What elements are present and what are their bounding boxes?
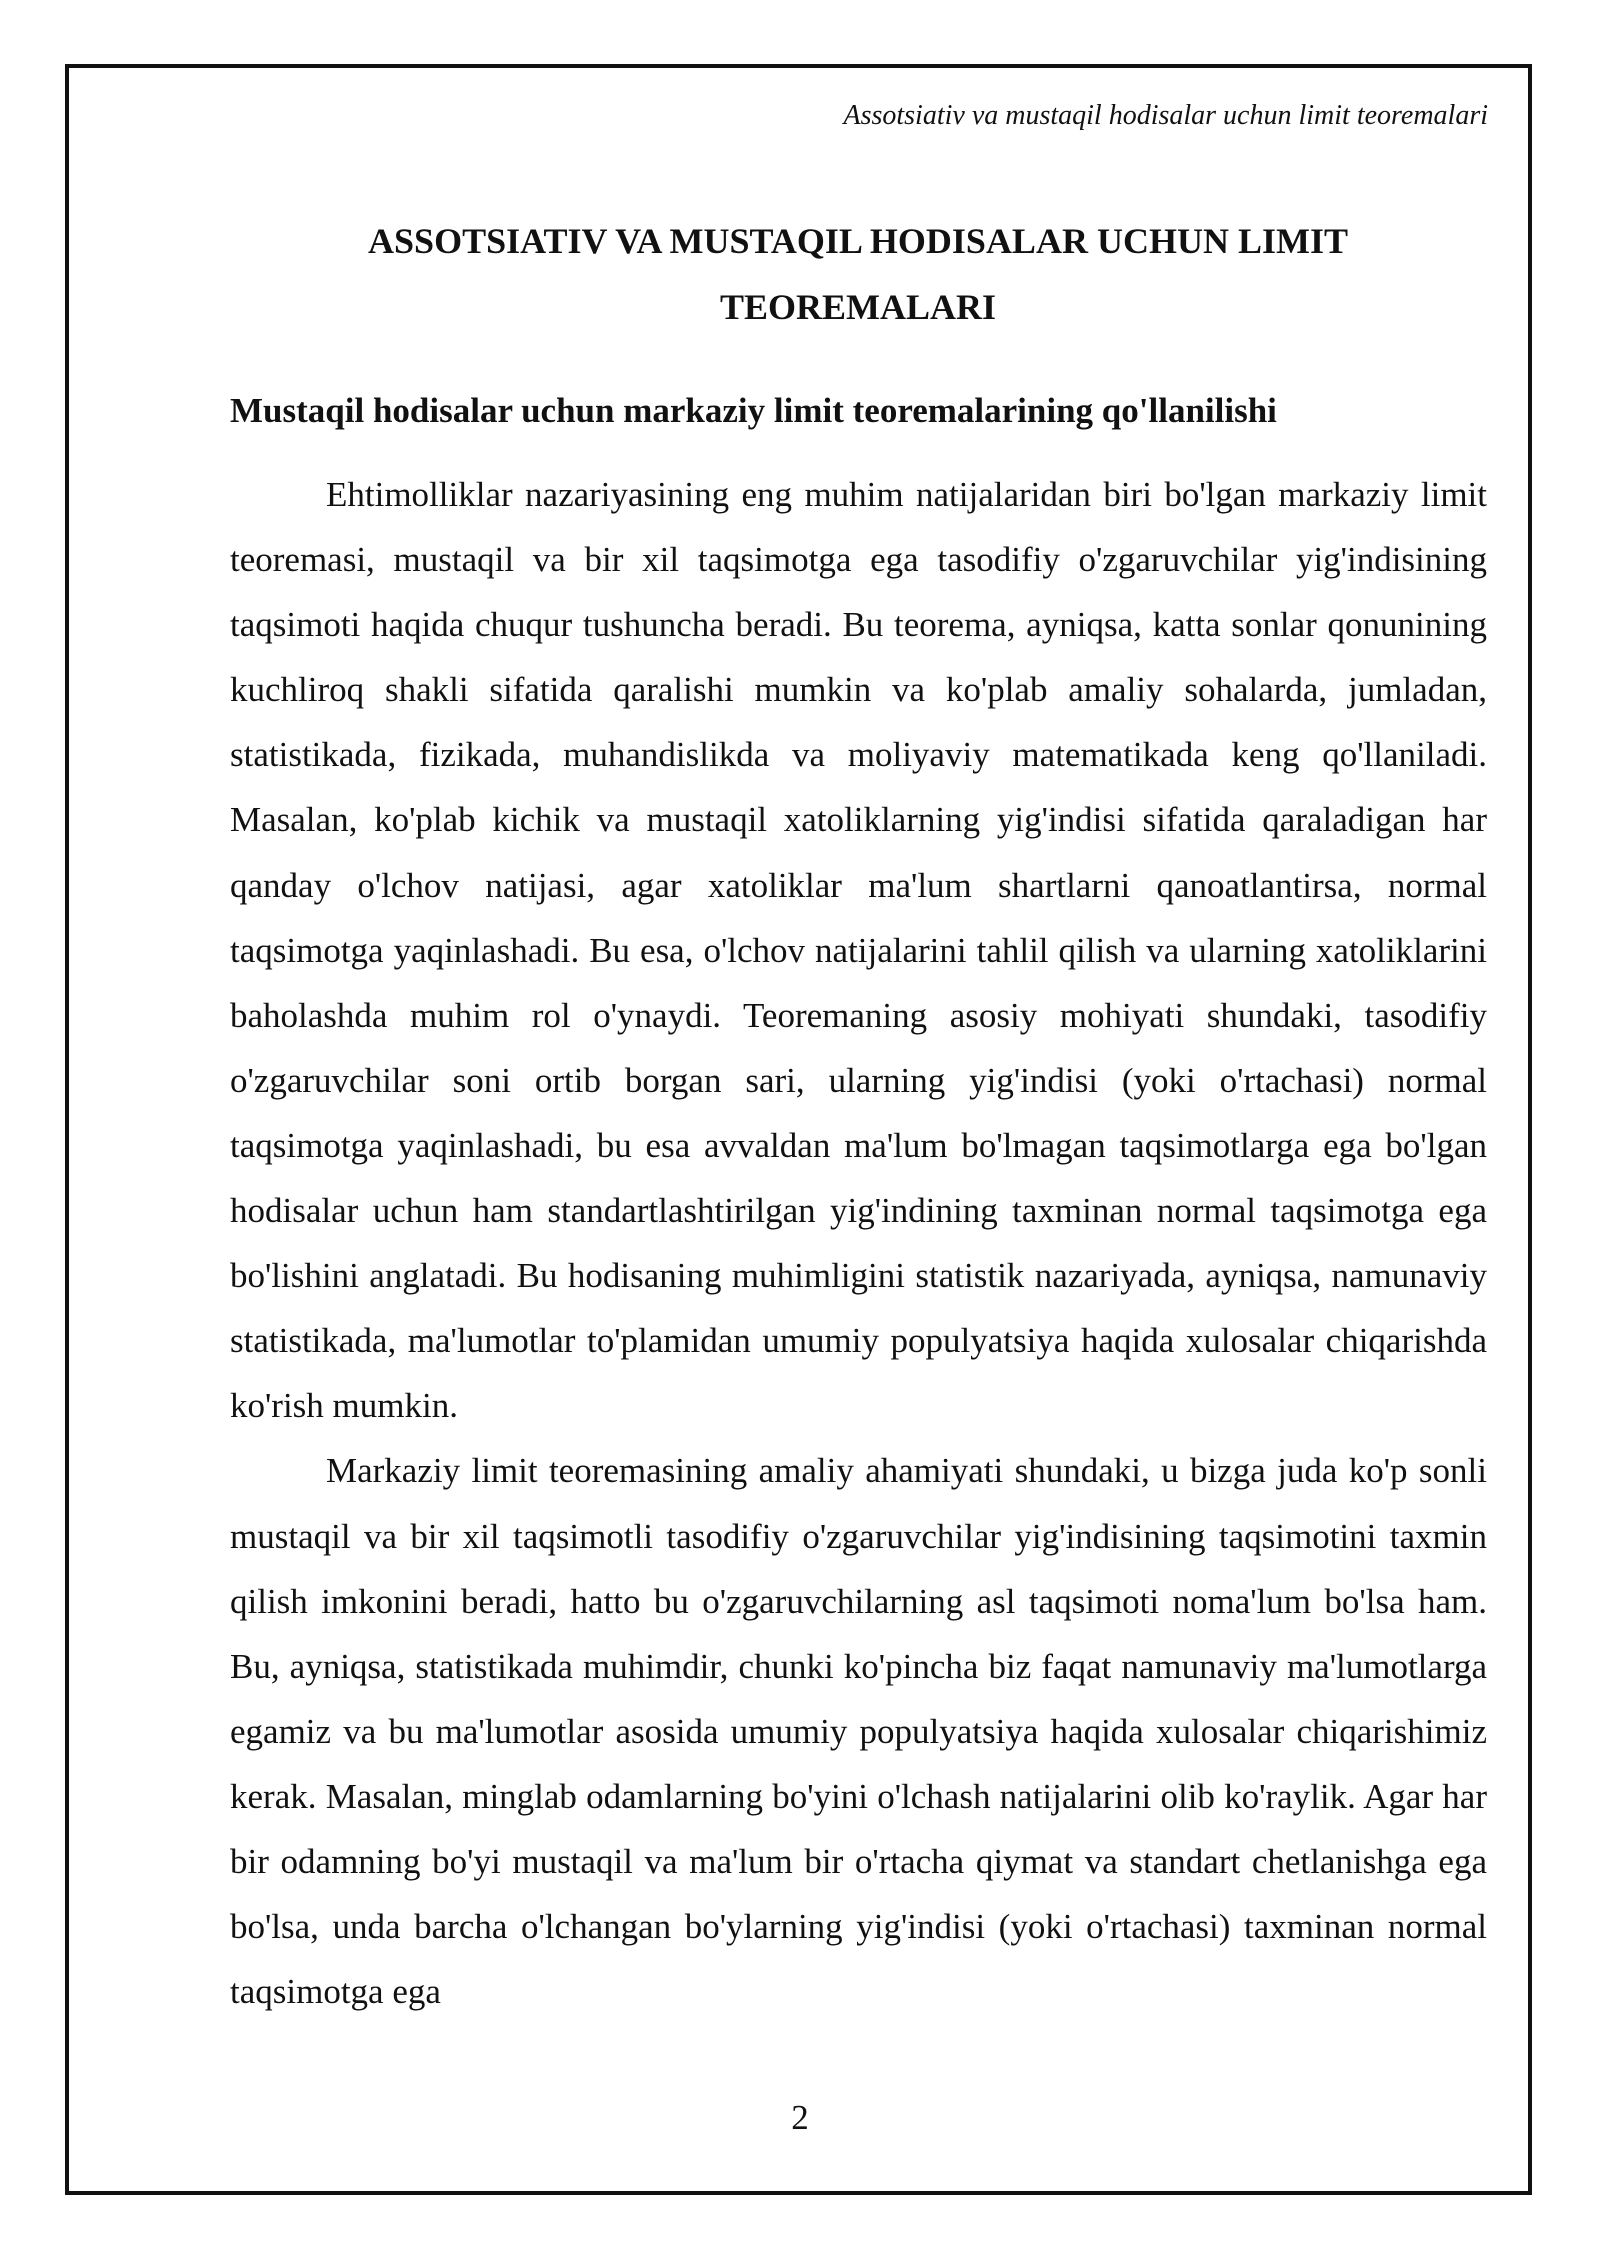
page-number: 2 bbox=[791, 2098, 809, 2137]
section-heading: Mustaqil hodisalar uchun markaziy limit teoremalarining qo'llanilishi bbox=[230, 391, 1277, 430]
paragraph-1: Ehtimolliklar nazariyasining eng muhim natijalaridan biri bo'lgan markaziy limit teoremasi, mustaqil va bir xil taqsimotga ega tasodifiy o'zgaruvchilar yig'indisining taqsimoti haqida chuqur tushuncha beradi. Bu teorema, ayniqsa, katta sonlar qonunining kuchliroq shakli sifatida qaralishi mumkin va ko'plab amaliy sohalarda, jumladan, statistikada, fizikada, muhandislikda va moliyaviy matematikada keng qo'llaniladi. Masalan, ko'plab kichik va mustaqil xatoliklarning yig'indisi sifatida qaraladigan har qanday o'lchov natijasi, agar xatoliklar ma'lum shartlarni qanoatlantirsa, normal taqsimotga yaqinlashadi. Bu esa, o'lchov natijalarini tahlil qilish va ularning xatoliklarini baholashda muhim rol o'ynaydi. Teoremaning asosiy mohiyati shundaki, tasodifiy o'zgaruvchilar soni ortib borgan sari, ularning yig'indisi (yoki o'rtachasi) normal taqsimotga yaqinlashadi, bu esa avvaldan ma'lum bo'lmagan taqsimotlarga ega bo'lgan hodisalar uchun ham standartlashtirilgan yig'indining taxminan normal taqsimotga ega bo'lishini anglatadi. Bu hodisaning muhimligini statistik nazariyada, ayniqsa, namunaviy statistikada, ma'lumotlar to'plamidan umumiy populyatsiya haqida xulosalar chiqarishda ko'rish mumkin. bbox=[230, 475, 1487, 1426]
paragraph-2: Markaziy limit teoremasining amaliy ahamiyati shundaki, u bizga juda ko'p sonli mustaqil va bir xil taqsimotli tasodifiy o'zgaruvchilar yig'indisining taqsimotini taxmin qilish imkonini beradi, hatto bu o'zgaruvchilarning asl taqsimoti noma'lum bo'lsa ham. Bu, ayniqsa, statistikada muhimdir, chunki ko'pincha biz faqat namunaviy ma'lumotlarga egamiz va bu ma'lumotlar asosida umumiy populyatsiya haqida xulosalar chiqarishimiz kerak. Masalan, minglab odamlarning bo'yini o'lchash natijalarini olib ko'raylik. Agar har bir odamning bo'yi mustaqil va ma'lum bir o'rtacha qiymat va standart chetlanishga ega bo'lsa, unda barcha o'lchangan bo'ylarning yig'indisi (yoki o'rtachasi) taxminan normal taqsimotga ega bbox=[230, 1451, 1487, 2012]
running-header: Assotsiativ va mustaqil hodisalar uchun limit teoremalari bbox=[843, 100, 1488, 131]
body-text bbox=[230, 462, 1487, 2024]
document-title: ASSOTSIATIV VA MUSTAQIL HODISALAR UCHUN LIMIT TEOREMALARI bbox=[368, 221, 1348, 327]
